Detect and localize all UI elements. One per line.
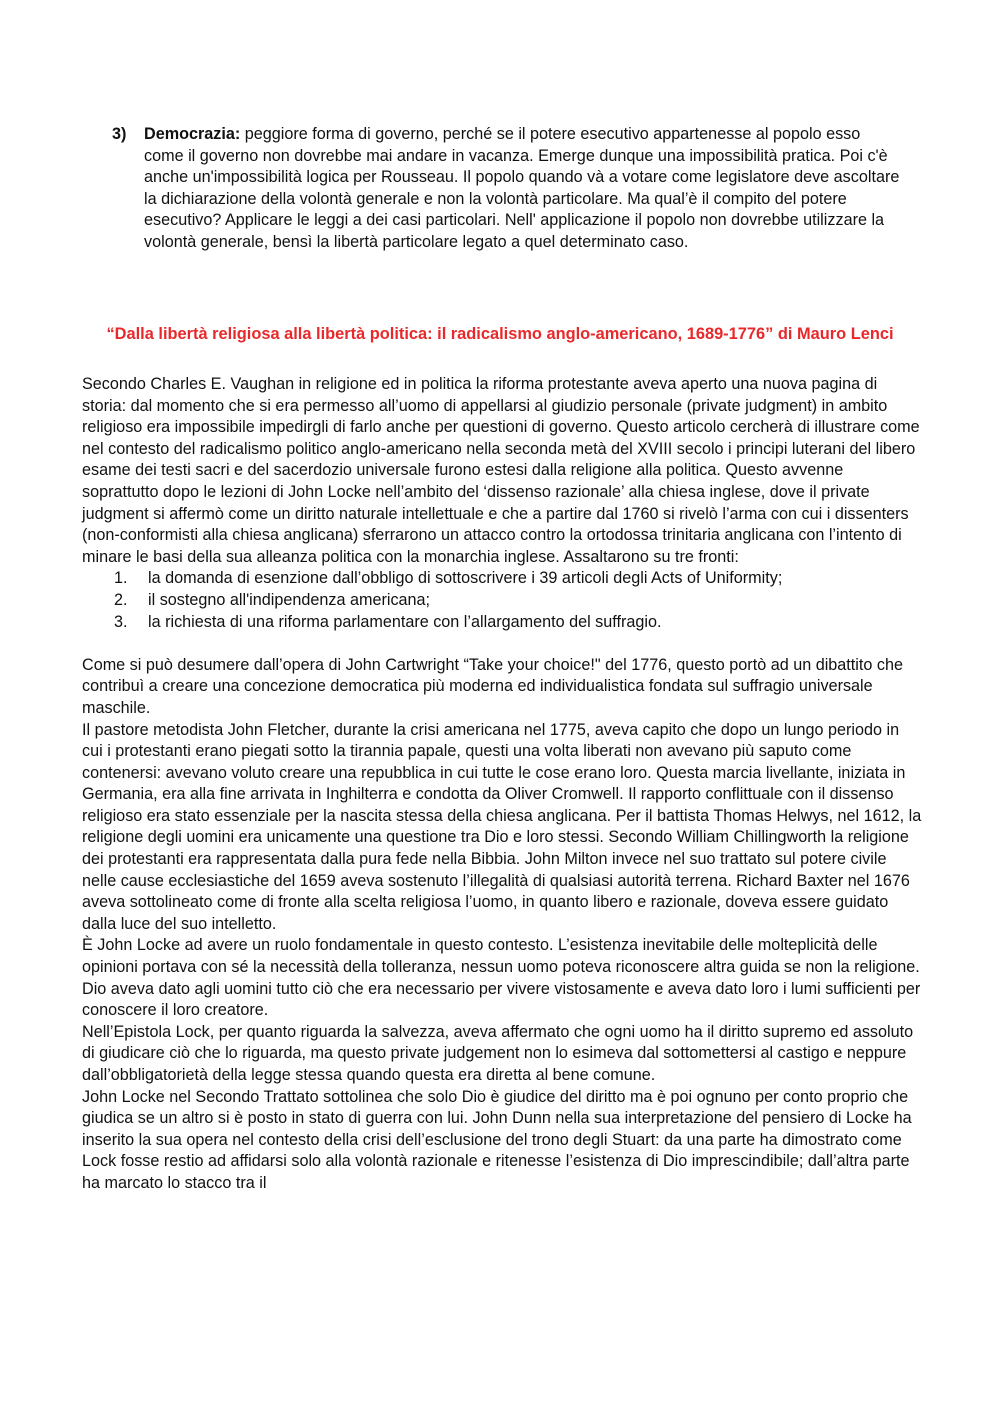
list-item-text: il sostegno all'indipendenza americana; <box>148 590 431 609</box>
paragraph: È John Locke ad avere un ruolo fondamentale in questo contesto. L’esistenza inevitabile delle molteplicità delle opinioni portava con sé la necessità della tolleranza, nessun uomo poteva riconoscere altra guida se non la religione. Dio aveva dato agli uomini tutto ciò che era necessario per vivere vistosamente e aveva dato loro i lumi sufficienti per conoscere il loro creatore. <box>82 936 921 1020</box>
list-item-body: peggiore forma di governo, perché se il potere esecutivo appartenesse al popolo esso come il governo non dovrebbe mai andare in vacanza. Emerge dunque una impossibilità pratica. Poi c'è anche un'impossibilità logica per Rousseau. Il popolo quando và a votare come legislatore deve ascoltare la dichiarazione della volontà generale e non la volontà particolare. Ma qual’è il compito del potere esecutivo? Applicare le leggi a dei casi particolari. Nell' applicazione il popolo non dovrebbe utilizzare la volontà generale, bensì la libertà particolare legato a quel determinato caso. <box>144 125 900 251</box>
spacer <box>82 633 922 655</box>
list-item-number: 2. <box>114 590 128 609</box>
list-item-number: 3. <box>114 612 128 631</box>
list-item-term: Democrazia: <box>144 125 241 143</box>
list-item-democrazia <box>112 124 902 254</box>
list-item-text: la richiesta di una riforma parlamentare con l’allargamento del suffragio. <box>148 612 662 631</box>
list-item <box>82 568 922 590</box>
list-item-text <box>144 124 902 254</box>
list-item <box>82 612 922 634</box>
article-title: “Dalla libertà religiosa alla libertà politica: il radicalismo anglo-americano, 1689-1776” di Mauro Lenci <box>106 325 894 343</box>
paragraph-intro: Secondo Charles E. Vaughan in religione ed in politica la riforma protestante aveva aperto una nuova pagina di storia: dal momento che si era permesso all’uomo di appellarsi al giudizio personale (private judgment) in ambito religioso era impossibile impedirgli di farlo anche per questioni di governo. Questo articolo cercherà di illustrare come nel contesto del radicalismo politico anglo-americano nella seconda metà del XVIII secolo i principi luterani del libero esame dei testi sacri e del sacerdozio universale furono estesi dalla religione alla politica. Questo avvenne soprattutto dopo le lezioni di John Locke nell’ambito del ‘dissenso razionale’ alla chiesa inglese, dove il private judgment si affermò come un diritto naturale intellettuale e che a partire dal 1760 si rivelò l’arma con cui i dissenters (non-conformisti alla chiesa anglicana) sferrarono un attacco contro la ortodossa trinitaria anglicana con l’intento di minare le basi della sua alleanza politica con la monarchia inglese. Assaltarono su tre fronti: <box>82 375 920 566</box>
paragraph: John Locke nel Secondo Trattato sottolinea che solo Dio è giudice del diritto ma è poi ognuno per conto proprio che giudica se un altro si è posto in stato di guerra con lui. John Dunn nella sua interpretazione del pensiero di Locke ha inserito la sua opera nel contesto della crisi dell’esclusione del trono degli Stuart: da una parte ha dimostrato come Lock fosse restio ad affidarsi solo alla volontà razionale e ritenesse l’esistenza di Dio imprescindibile; dall’altra parte ha marcato lo stacco tra il <box>82 1087 912 1192</box>
list-item-number: 3) <box>112 125 127 143</box>
list-item <box>82 590 922 612</box>
list-item-text: la domanda di esenzione dall’obbligo di sottoscrivere i 39 articoli degli Acts of Uniformity; <box>148 569 783 588</box>
fronts-list <box>82 568 922 633</box>
paragraph: Nell’Epistola Lock, per quanto riguarda la salvezza, aveva affermato che ogni uomo ha il diritto supremo ed assoluto di giudicare ciò che lo riguarda, ma questo private judgement non lo esimeva dal sottomettersi al castigo e neppure dall’obbligatorietà della legge stessa quando questa era diretta al bene comune. <box>82 1022 914 1084</box>
paragraph: Il pastore metodista John Fletcher, durante la crisi americana nel 1775, aveva capito che dopo un lungo periodo in cui i protestanti erano piegati sotto la tirannia papale, questi una volta liberati non avevano più saputo come contenersi: avevano voluto creare una repubblica in cui tutte le cose erano loro. Questa marcia livellante, iniziata in Germania, era alla fine arrivata in Inghilterra e condotta da Oliver Cromwell. Il rapporto conflittuale con il dissenso religioso era stato essenziale per la nascita stessa della chiesa anglicana. Per il battista Thomas Helwys, nel 1612, la religione degli uomini era unicamente una questione tra Dio e loro stessi. Secondo William Chillingworth la religione dei protestanti era rappresentata dalla pura fede nella Bibbia. John Milton invece nel suo trattato sul potere civile nelle cause ecclesiastiche del 1659 aveva sostenuto l’illegalità di qualsiasi autorità terrena. Richard Baxter nel 1676 aveva sottolineato come di fronte alla scelta religiosa l’uomo, in quanto libero e razionale, doveva essere guidato dalla luce del suo intelletto. <box>82 720 922 933</box>
list-item-number: 1. <box>114 569 128 588</box>
article-body <box>82 374 922 1195</box>
paragraph: Come si può desumere dall’opera di John Cartwright “Take your choice!" del 1776, questo portò ad un dibattito che contribuì a creare una concezione democratica più moderna ed individualistica fondata sul suffragio universale maschile. <box>82 655 903 717</box>
